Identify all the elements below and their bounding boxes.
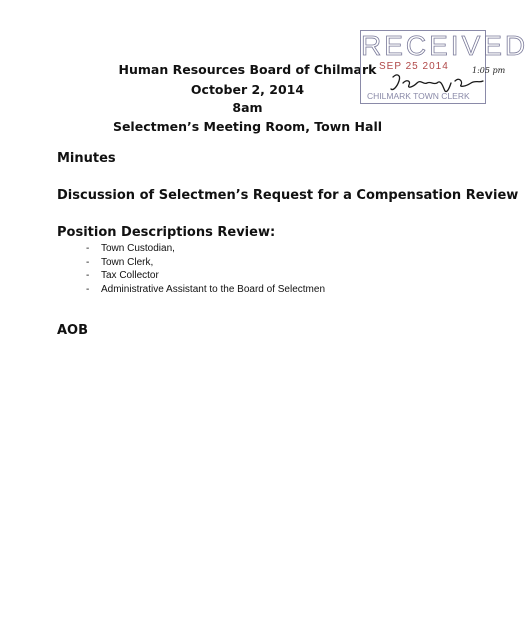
meeting-location: Selectmen’s Meeting Room, Town Hall <box>112 119 383 134</box>
list-item-text: Town Clerk, <box>101 256 154 268</box>
list-dash: - <box>86 270 90 281</box>
list-item-text: Town Custodian, <box>101 243 175 254</box>
board-title: Human Resources Board of Chilmark <box>118 62 377 77</box>
list-item <box>86 242 325 256</box>
handwritten-time: 1:05 pm <box>472 66 506 75</box>
list-item <box>86 269 325 283</box>
list-item-text: Tax Collector <box>101 270 159 281</box>
stamp-date: SEP 25 2014 <box>379 61 449 72</box>
list-dash: - <box>86 283 90 295</box>
list-item-text: Administrative Assistant to the Board of Selectmen <box>101 283 325 295</box>
meeting-time: 8am <box>232 100 263 115</box>
section-aob: AOB <box>57 323 89 338</box>
stamp-footer: CHILMARK TOWN CLERK <box>367 91 470 101</box>
section-position-descriptions: Position Descriptions Review: <box>57 225 276 240</box>
stamp-received-word: RECEIVED <box>361 30 528 61</box>
list-item <box>86 283 325 297</box>
position-list <box>86 242 325 296</box>
section-compensation-review: Discussion of Selectmen’s Request for a Compensation Review <box>57 188 519 203</box>
list-item <box>86 256 325 270</box>
meeting-date: October 2, 2014 <box>190 82 305 97</box>
section-minutes: Minutes <box>57 151 116 166</box>
list-dash: - <box>86 256 90 268</box>
list-dash: - <box>86 243 90 254</box>
